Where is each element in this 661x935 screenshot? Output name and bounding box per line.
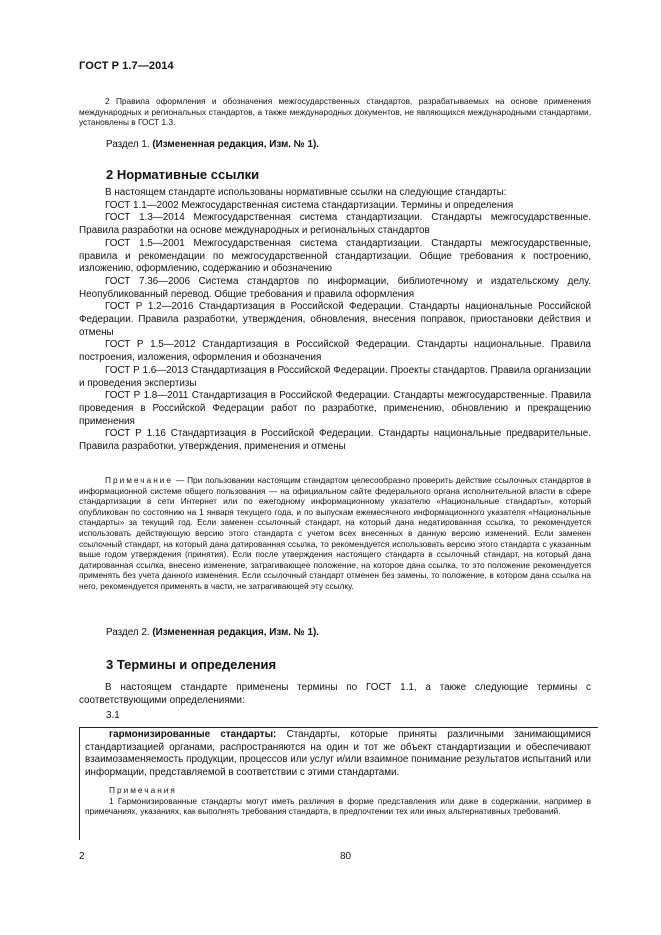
section2-lead: В настоящем стандарте использованы нормативные ссылки на следующие стандарты:: [105, 187, 507, 198]
ref-item: ГОСТ Р 1.16 Стандартизация в Российской Федерации. Стандарты национальные предварительные. Правила разработки, утверждения, применения и отмены: [79, 428, 591, 453]
section2-heading: 2 Нормативные ссылки: [106, 167, 260, 182]
ref-item: ГОСТ 1.1—2002 Межгосударственная система стандартизации. Термины и определения: [105, 199, 514, 211]
amend-bold: (Измененная редакция, Изм. № 1).: [152, 139, 320, 150]
section2-body: [79, 187, 591, 454]
ref-item: ГОСТ 1.3—2014 Межгосударственная система стандартизации. Стандарты межгосударственные. Правила разработки на основе международных и региональных стандартов: [79, 212, 591, 237]
term-definition: [85, 729, 591, 780]
page-number-left: 2: [79, 851, 85, 862]
intro-paragraph-text: 2 Правила оформления и обозначения межгосударственных стандартов, разрабатываемых на основе применения международных и региональных стандартов, а также международных документов, не являющихся международными стандартами, установлены в ГОСТ 1.3.: [79, 96, 591, 128]
ref-item: ГОСТ 7.36—2006 Система стандартов по информации, библиотечному и издательскому делу. Неопубликованный перевод. Общие требования и правила оформления: [79, 275, 591, 300]
section3-heading: 3 Термины и определения: [106, 657, 277, 672]
amend-prefix: Раздел 1.: [106, 139, 150, 150]
term-notes: [85, 785, 591, 817]
note-body: — При пользовании настоящим стандартом целесообразно проверить действие ссылочных стандартов в информационной системе общего пользования — на официальном сайте федерального органа исполнительной власти в сфере стандартизации в сети Интернет или по ежегодному информационному указателю «Национальные стандарты», который опубликован по состоянию на 1 января текущего года, и по выпускам ежемесячного информационного указателя «Национальные стандарты» за текущий год. Если заменен ссылочный стандарт, на который дана недатированная ссылка, то рекомендуется использовать действующую версию этого стандарта с учетом всех внесенных в данную версию изменений. Если заменен ссылочный стандарт, на который дана датированная ссылка, то рекомендуется использовать версию этого стандарта с указанным выше годом утверждения (принятия). Если после утверждения настоящего стандарта в ссылочный стандарт, на который дана датированная ссылка, внесено изменение, затрагивающее положение, на которое дана ссылка, то это положение рекомендуется применять без учета данного изменения. Если ссылочный стандарт отменен без замены, то положение, в котором дана ссылка на него, рекомендуется применять в части, не затрагивающей эту ссылку.: [79, 475, 591, 591]
definition-text: Стандарты, которые приняты различными занимающимися стандартизацией органами, распространяются на один и тот же объект стандартизации и обеспечивают взаимозаменяемость продукции, процессов или услуг и/или взаимное понимание результатов испытаний или информации, представляемой в соответствии с этими стандартами.: [85, 729, 592, 779]
section2-note-text: [79, 475, 591, 592]
document-code-header: ГОСТ Р 1.7—2014: [79, 60, 174, 72]
term-definition-text: [85, 729, 591, 780]
term-name: гармонизированные стандарты:: [109, 729, 277, 740]
amend-prefix: Раздел 2.: [106, 627, 150, 638]
amend-bold: (Измененная редакция, Изм. № 1).: [152, 627, 320, 638]
notes-label-line: [85, 785, 591, 796]
ref-item: ГОСТ Р 1.6—2013 Стандартизация в Российской Федерации. Проекты стандартов. Правила организации и проведения экспертизы: [79, 364, 591, 389]
note-1: 1 Гармонизированные стандарты могут иметь различия в форме представления или даже в содержании, например в примечаниях, указаниях, как выполнять требования стандарта, в предпочтении тех или иных альтернативных требований.: [85, 795, 591, 817]
section2-amendment: [106, 627, 319, 638]
notes-label: Примечания: [109, 785, 177, 795]
intro-paragraph: [79, 96, 591, 128]
section1-amendment: [106, 139, 319, 150]
page-number-center: 80: [340, 851, 352, 862]
section3-lead: В настоящем стандарте применены термины по ГОСТ 1.1, а также следующие термины с соответствующими определениями:: [79, 682, 591, 706]
section2-note: [79, 475, 591, 592]
ref-item: ГОСТ Р 1.5—2012 Стандартизация в Российской Федерации. Стандарты национальные. Правила построения, изложения, оформления и обозначения: [79, 339, 591, 364]
ref-item: ГОСТ 1.5—2001 Межгосударственная система стандартизации. Стандарты межгосударственные, правила и рекомендации по межгосударственной стандартизации. Общие требования к построению, изложению, оформлению, содержанию и обозначению: [79, 237, 591, 275]
ref-item: ГОСТ Р 1.2—2016 Стандартизация в Российской Федерации. Стандарты национальные Российской Федерации. Правила разработки, утверждения, обновления, внесения поправок, приостановки действия и отмены: [79, 301, 591, 338]
section3-lead-block: [79, 682, 591, 707]
ref-item: ГОСТ Р 1.8—2011 Стандартизация в Российской Федерации. Стандарты межгосударственные. Правила проведения в Российской Федерации работ по разработке, применению, обновлению и прекращению применения: [79, 390, 591, 427]
note-label: Примечание: [105, 475, 174, 485]
term-number: 3.1: [106, 710, 120, 721]
